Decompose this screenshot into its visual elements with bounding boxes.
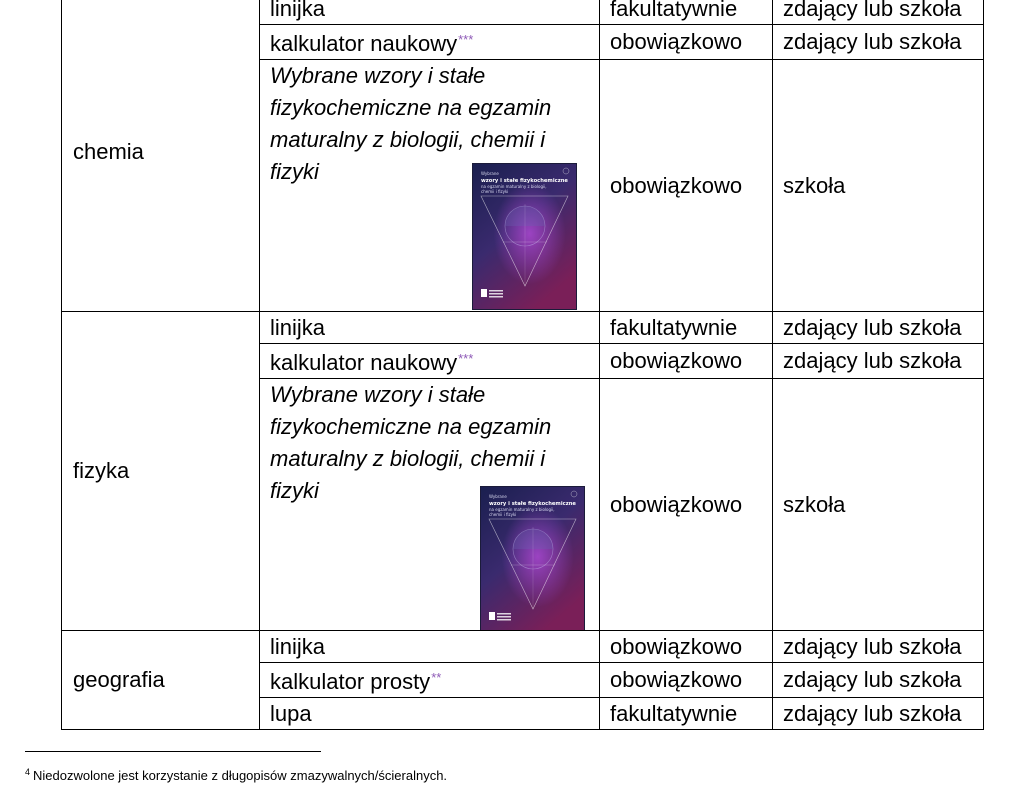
item-status-cell: obowiązkowo: [600, 631, 773, 663]
item-provider-cell: zdający lub szkoła: [773, 25, 984, 60]
asterisk-marker: ***: [458, 32, 474, 47]
footnote-text: Niedozwolone jest korzystanie z długopisów zmazywalnych/ścieralnych.: [33, 768, 448, 783]
item-name-cell: [260, 60, 600, 312]
item-name-cell: [260, 663, 600, 698]
asterisk-marker: **: [431, 670, 442, 685]
subject-cell-geografia: geografia: [62, 631, 260, 730]
item-provider-cell: zdający lub szkoła: [773, 663, 984, 698]
item-name-cell: linijka: [260, 631, 600, 663]
svg-text:wzory i stałe fizykochemiczne: wzory i stałe fizykochemiczne: [489, 501, 576, 507]
item-name-text: kalkulator naukowy: [270, 31, 458, 56]
item-status-cell: obowiązkowo: [600, 25, 773, 60]
materials-table: [61, 0, 984, 730]
item-name-cell: linijka: [260, 0, 600, 25]
item-provider-cell: szkoła: [773, 60, 984, 312]
subject-cell-fizyka: fizyka: [62, 312, 260, 631]
svg-text:Wybrane: Wybrane: [481, 171, 499, 176]
svg-text:na egzamin maturalny z biologi: na egzamin maturalny z biologii,: [489, 507, 555, 512]
item-status-cell: obowiązkowo: [600, 379, 773, 631]
item-provider-cell: zdający lub szkoła: [773, 631, 984, 663]
subject-cell-chemia: chemia: [62, 0, 260, 312]
footnote-divider: [25, 751, 321, 752]
book-cover-graphic: [481, 487, 584, 631]
svg-text:Wybrane: Wybrane: [489, 494, 507, 499]
item-name-cell: [260, 344, 600, 379]
item-status-cell: obowiązkowo: [600, 663, 773, 698]
item-provider-cell: zdający lub szkoła: [773, 312, 984, 344]
formula-booklet-title: Wybrane wzory i stałe fizykochemiczne na egzamin maturalny z biologii, chemii i fizyki: [270, 382, 552, 503]
formula-booklet-title: Wybrane wzory i stałe fizykochemiczne na egzamin maturalny z biologii, chemii i fizyki: [270, 63, 552, 184]
footnote: [25, 764, 447, 784]
svg-text:na egzamin maturalny z biologi: na egzamin maturalny z biologii,: [481, 184, 547, 189]
item-name-cell: [260, 25, 600, 60]
asterisk-marker: ***: [458, 351, 474, 366]
item-name-text: kalkulator prosty: [270, 669, 431, 694]
book-cover-wrap: [270, 494, 599, 517]
item-status-cell: obowiązkowo: [600, 344, 773, 379]
table-row: [62, 0, 984, 25]
svg-text:wzory i stałe fizykochemiczne: wzory i stałe fizykochemiczne: [481, 178, 568, 184]
item-status-cell: fakultatywnie: [600, 312, 773, 344]
item-provider-cell: zdający lub szkoła: [773, 698, 984, 730]
item-provider-cell: szkoła: [773, 379, 984, 631]
item-name-text: kalkulator naukowy: [270, 350, 458, 375]
item-status-cell: fakultatywnie: [600, 0, 773, 25]
book-cover-image: [473, 164, 576, 309]
table-row: [62, 312, 984, 344]
book-cover-graphic: [473, 164, 576, 309]
footnote-number: 4: [25, 767, 31, 777]
table-row: [62, 631, 984, 663]
item-name-cell: [260, 379, 600, 631]
item-status-cell: fakultatywnie: [600, 698, 773, 730]
book-cover-image: [481, 487, 584, 631]
item-name-cell: lupa: [260, 698, 600, 730]
item-provider-cell: zdający lub szkoła: [773, 0, 984, 25]
item-status-cell: obowiązkowo: [600, 60, 773, 312]
svg-text:chemii i fizyki: chemii i fizyki: [481, 189, 509, 194]
svg-text:chemii i fizyki: chemii i fizyki: [489, 512, 517, 517]
item-provider-cell: zdający lub szkoła: [773, 344, 984, 379]
book-cover-wrap: [270, 171, 599, 198]
item-name-cell: linijka: [260, 312, 600, 344]
